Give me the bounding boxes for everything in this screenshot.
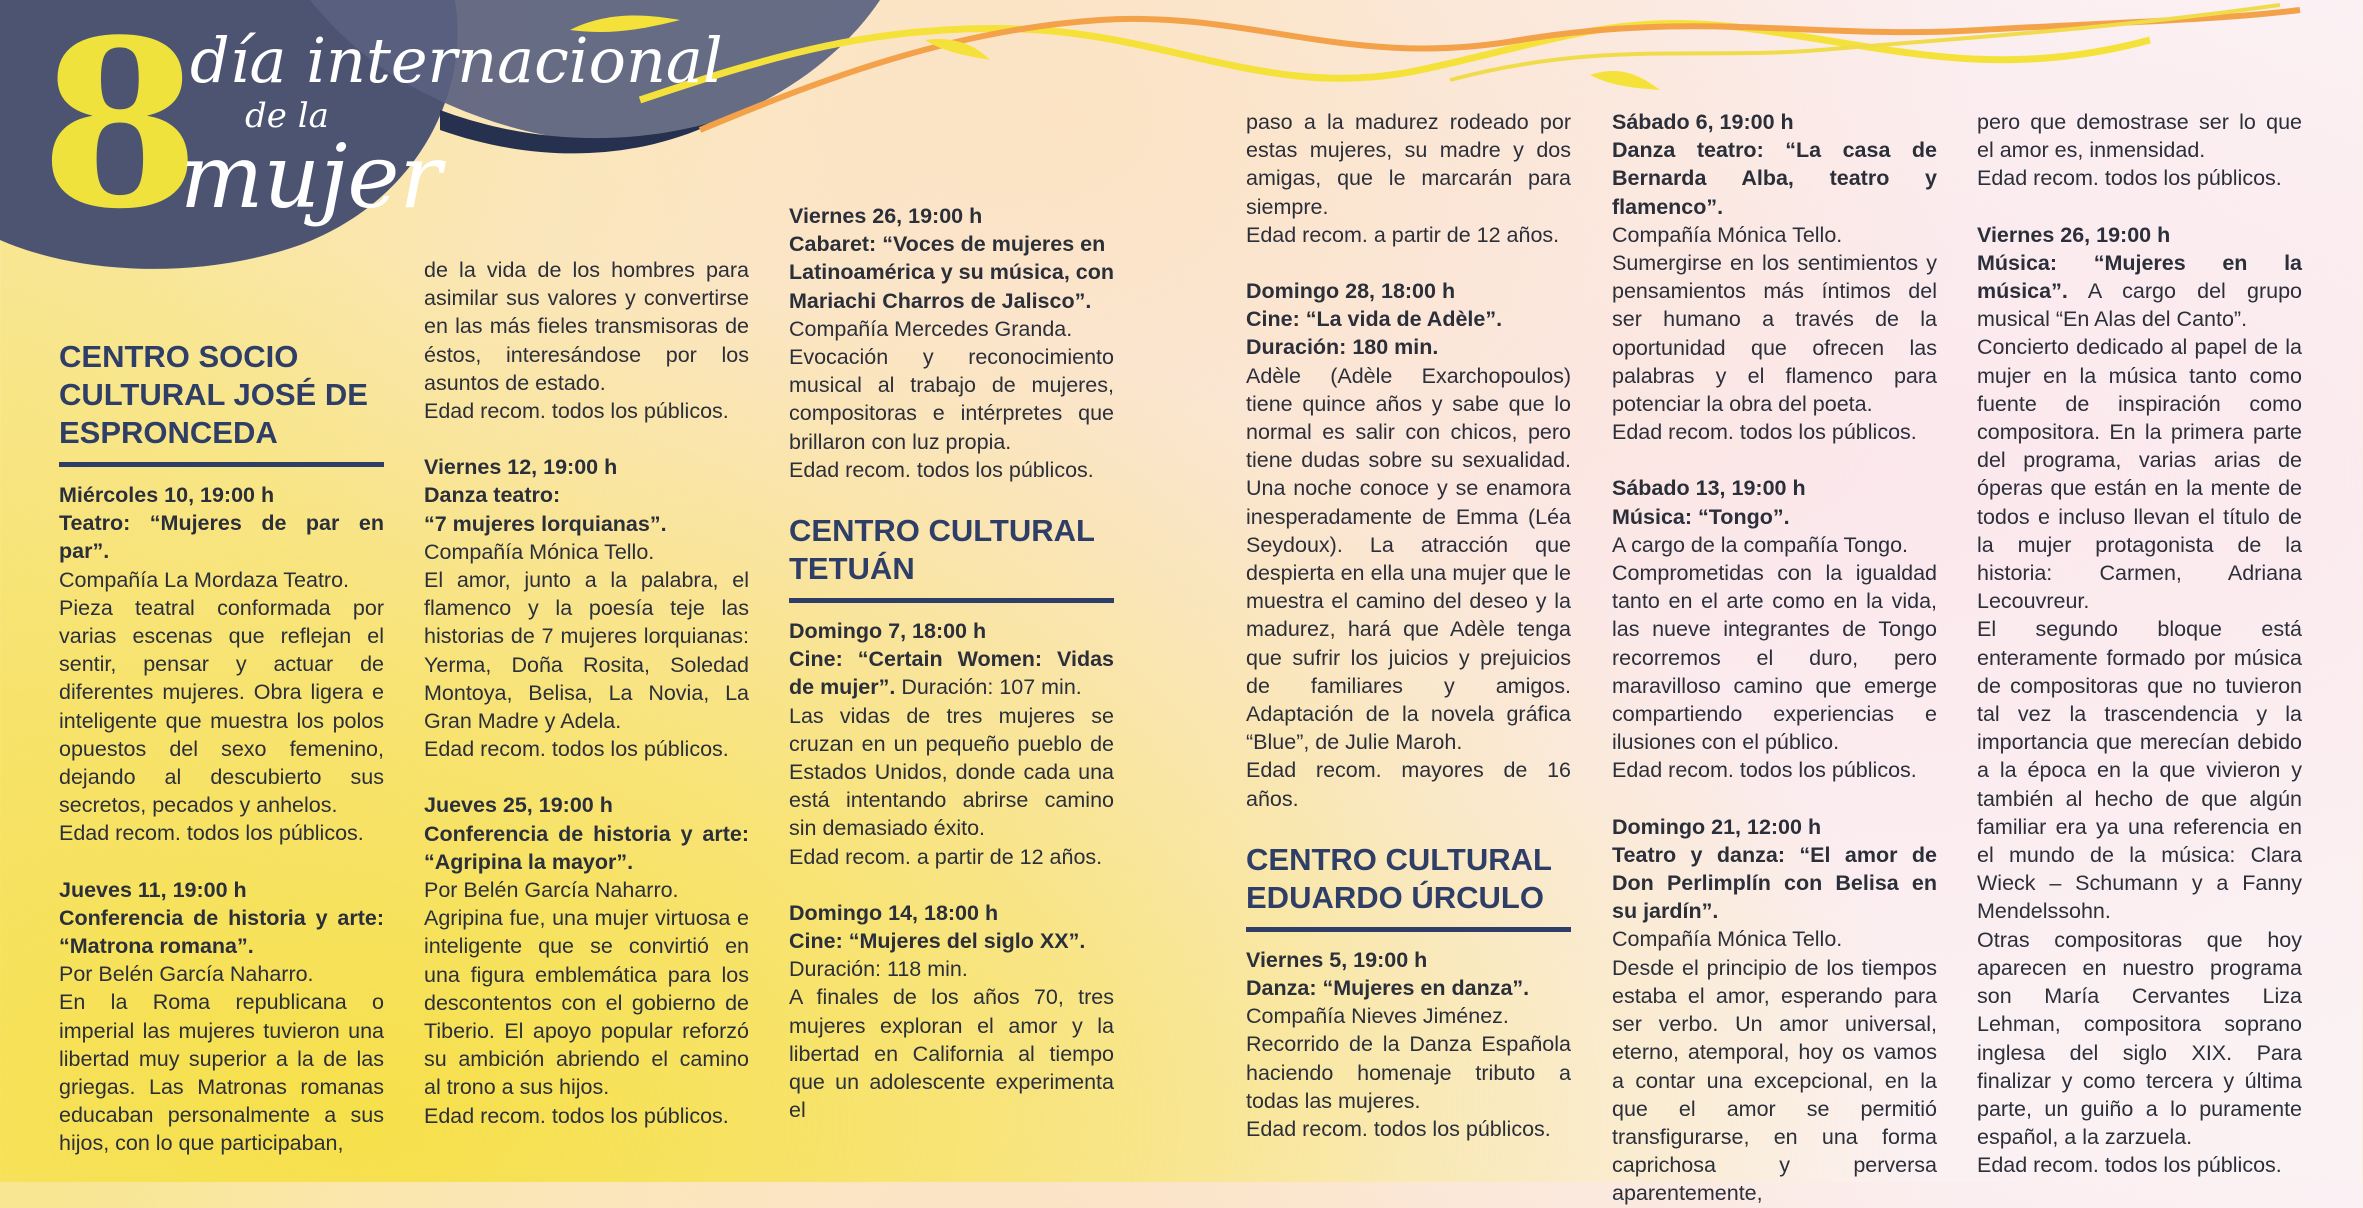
event-title: Música: “Mujeres en la música”.	[1977, 250, 2302, 304]
event-age: Edad recom. todos los públicos.	[1246, 1117, 1551, 1142]
event-age: Edad recom. todos los públicos.	[1612, 420, 1917, 445]
event-date: Domingo 7, 18:00 h	[789, 619, 987, 644]
column-2	[424, 256, 749, 1130]
event-title: Cine: “La vida de Adèle”.	[1246, 307, 1503, 332]
event-duration: Duración: 180 min.	[1246, 335, 1439, 360]
event-age: Edad recom. todos los públicos.	[789, 457, 1094, 482]
event-title: Teatro: “Mujeres de par en par”.	[59, 511, 384, 564]
column-1	[59, 338, 384, 1158]
event-company: Compañía Mónica Tello.	[424, 539, 655, 564]
event-title: Cine: “Certain Women: Vidas de mujer”.	[789, 647, 1114, 700]
event-age: Edad recom. todos los públicos.	[59, 821, 364, 846]
event-company: A cargo de la compañía Tongo.	[1612, 532, 1909, 557]
event-age: Edad recom. mayores de 16 años.	[1246, 758, 1571, 811]
event-description: pero que demostrase ser lo que el amor es, inmensidad.	[1977, 110, 2302, 163]
event-age: Edad recom. todos los públicos.	[1977, 1153, 2282, 1178]
event-title: Danza teatro: “La casa de Bernarda Alba, teatro y flamenco”.	[1612, 138, 1937, 219]
event-duration: Duración: 118 min.	[789, 957, 968, 982]
event-company: Compañía La Mordaza Teatro.	[59, 567, 350, 592]
event-title: Danza: “Mujeres en danza”.	[1246, 976, 1530, 1001]
event-age: Edad recom. todos los públicos.	[1612, 758, 1917, 783]
event-title: Conferencia de historia y arte: “Matrona romana”.	[59, 905, 384, 959]
section-title-espronceda: CENTRO SOCIO CULTURAL JOSÉ DE ESPRONCEDA	[59, 338, 384, 467]
event-date: Miércoles 10, 19:00 h	[59, 483, 275, 507]
column-6	[1977, 108, 2302, 1180]
event-title: “7 mujeres lorquianas”.	[424, 511, 667, 536]
yellow-leaf-3	[1590, 71, 1660, 90]
event-title: Cabaret: “Voces de mujeres en Latinoamérica y su música, con Mariachi Charros de Jalisco”.	[789, 232, 1115, 313]
event-duration: Duración: 107 min.	[895, 675, 1082, 700]
event-date: Domingo 21, 12:00 h	[1612, 814, 1822, 839]
column-3	[789, 202, 1114, 1124]
event-title: Conferencia de historia y arte: “Agripina la mayor”.	[424, 821, 749, 874]
event-description: Otras compositoras que hoy aparecen en nuestro programa son María Cervantes Liza Lehman, compositora soprano inglesa del siglo XIX. Para finalizar y como tercera y última parte, un guiño a lo puramente español, a la zarzuela.	[1977, 927, 2302, 1150]
event-description: Desde el principio de los tiempos estaba el amor, esperando para ser verbo. Un amor universal, eterno, atemporal, hoy os vamos a contar una excepcional, en la que el amor se permitió transfigurarse, en una forma caprichosa y perversa aparentemente,	[1612, 955, 1937, 1206]
event-description: A finales de los años 70, tres mujeres exploran el amor y la libertad en California al tiempo que un adolescente experimenta el	[789, 985, 1114, 1123]
event-age: Edad recom. a partir de 12 años.	[789, 844, 1103, 869]
event-date: Viernes 5, 19:00 h	[1246, 947, 1428, 972]
event-description: Evocación y reconocimiento musical al trabajo de mujeres, compositoras e intérpretes que brillaron con luz propia.	[789, 345, 1114, 454]
event-age: Edad recom. a partir de 12 años.	[1246, 222, 1560, 247]
section-title-urculo: CENTRO CULTURAL EDUARDO ÚRCULO	[1246, 841, 1571, 932]
event-description: Recorrido de la Danza Española haciendo homenaje tributo a todas las mujeres.	[1246, 1032, 1571, 1113]
event-age: Edad recom. todos los públicos.	[1977, 166, 2282, 191]
event-description: de la vida de los hombres para asimilar sus valores y convertirse en las más fieles transmisoras de éstos, interesándose por los asuntos de estado.	[424, 258, 749, 395]
event-date: Viernes 26, 19:00 h	[1977, 222, 2171, 247]
event-description: Pieza teatral conformada por varias escenas que reflejan el sentir, pensar y actuar de diferentes mujeres. Obra ligera e inteligente que muestra los polos opuestos del sexo femenino, dejando al descubierto sus secretos, pecados y anhelos.	[59, 595, 384, 818]
event-date: Sábado 13, 19:00 h	[1612, 476, 1806, 501]
event-title: Cine: “Mujeres del siglo XX”.	[789, 929, 1086, 954]
yellow-wave-2	[1450, 5, 2280, 80]
event-date: Jueves 11, 19:00 h	[59, 877, 247, 902]
column-4	[1246, 108, 1571, 1143]
event-description: En la Roma republicana o imperial las mujeres tuvieron una libertad muy superior a la de las griegas. Las Matronas romanas educaban personalmente a sus hijos, con lo que participaban,	[59, 990, 384, 1156]
event-title: Música: “Tongo”.	[1612, 504, 1790, 529]
event-description: Comprometidas con la igualdad tanto en el arte como en la vida, las nueve integrantes de Tongo recorremos el duro, pero maravilloso camino que emerge compartiendo experiencias e ilusiones con el público.	[1612, 561, 1937, 755]
logo-dia-internacional: día internacional	[190, 24, 723, 97]
event-age: Edad recom. todos los públicos.	[424, 737, 729, 762]
event-company: Compañía Mónica Tello.	[1612, 927, 1843, 952]
event-company: A cargo del grupo musical “En Alas del Canto”.	[1977, 279, 2302, 332]
event-date: Domingo 14, 18:00 h	[789, 900, 999, 925]
event-description: paso a la madurez rodeado por estas mujeres, su madre y dos amigas, que le marcarán para siempre.	[1246, 110, 1571, 219]
event-description: Adèle (Adèle Exarchopoulos) tiene quince años y sabe que lo normal es salir con chicos, pero tiene dudas sobre su sexualidad. Una noche conoce y se enamora inesperadamente de Emma (Léa Seydoux). La atracción que despierta en ella una mujer que le muestra el camino del deseo y la madurez, hará que Adèle tenga que sufrir los juicios y prejuicios de familiares y amigos. Adaptación de la novela gráfica “Blue”, de Julie Maroh.	[1246, 363, 1571, 755]
logo-de-la: de la	[245, 96, 329, 136]
event-title: Danza teatro:	[424, 483, 561, 508]
event-description: Sumergirse en los sentimientos y pensamientos más íntimos del ser humano a través de la oportunidad que ofrecen las palabras y el flamenco para potenciar la obra del poeta.	[1612, 251, 1937, 417]
event-description: Concierto dedicado al papel de la mujer en la música tanto como fuente de inspiración como compositora. En la primera parte del programa, varias arias de óperas que están en la mente de todos e incluso llevan el título de la mujer protagonista de la historia: Carmen, Adriana Lecouvreur.	[1977, 335, 2302, 614]
event-company: Compañía Mercedes Granda.	[789, 316, 1073, 341]
event-age: Edad recom. todos los públicos.	[424, 1103, 729, 1128]
event-company: Compañía Nieves Jiménez.	[1246, 1004, 1509, 1029]
event-title: Teatro y danza: “El amor de Don Perlimplín con Belisa en su jardín”.	[1612, 842, 1937, 924]
event-date: Viernes 12, 19:00 h	[424, 455, 618, 480]
event-date: Viernes 26, 19:00 h	[789, 204, 983, 228]
event-speaker: Por Belén García Naharro.	[59, 962, 314, 987]
event-speaker: Por Belén García Naharro.	[424, 878, 679, 903]
event-date: Sábado 6, 19:00 h	[1612, 110, 1794, 134]
event-date: Domingo 28, 18:00 h	[1246, 279, 1456, 304]
event-company: Compañía Mónica Tello.	[1612, 222, 1843, 247]
logo-number: 8	[40, 0, 201, 260]
event-date: Jueves 25, 19:00 h	[424, 793, 613, 818]
section-title-tetuan: CENTRO CULTURAL TETUÁN	[789, 512, 1114, 603]
logo-mujer: mujer	[180, 125, 442, 228]
event-description: El amor, junto a la palabra, el flamenco y la poesía teje las historias de 7 mujeres lorquianas: Yerma, Doña Rosita, Soledad Montoya, Belisa, La Novia, La Gran Madre y Adela.	[424, 568, 749, 734]
event-description: Agripina fue, una mujer virtuosa e inteligente que se convirtió en una figura emblemática para los descontentos con el gobierno de Tiberio. El apoyo popular reforzó su ambición abriendo el camino al trono a sus hijos.	[424, 906, 749, 1100]
column-5	[1612, 108, 1937, 1208]
event-description: Las vidas de tres mujeres se cruzan en un pequeño pueblo de Estados Unidos, donde cada una está intentando abrirse camino sin demasiado éxito.	[789, 703, 1114, 841]
event-age: Edad recom. todos los públicos.	[424, 399, 729, 424]
event-description: El segundo bloque está enteramente formado por música de compositoras que no tuvieron tal vez la trascendencia y la importancia que merecían debido a la época en la que vivieron y también al hecho de que algún familiar era ya una referencia en el mundo de la música: Clara Wieck – Schumann y a Fanny Mendelssohn.	[1977, 617, 2302, 924]
